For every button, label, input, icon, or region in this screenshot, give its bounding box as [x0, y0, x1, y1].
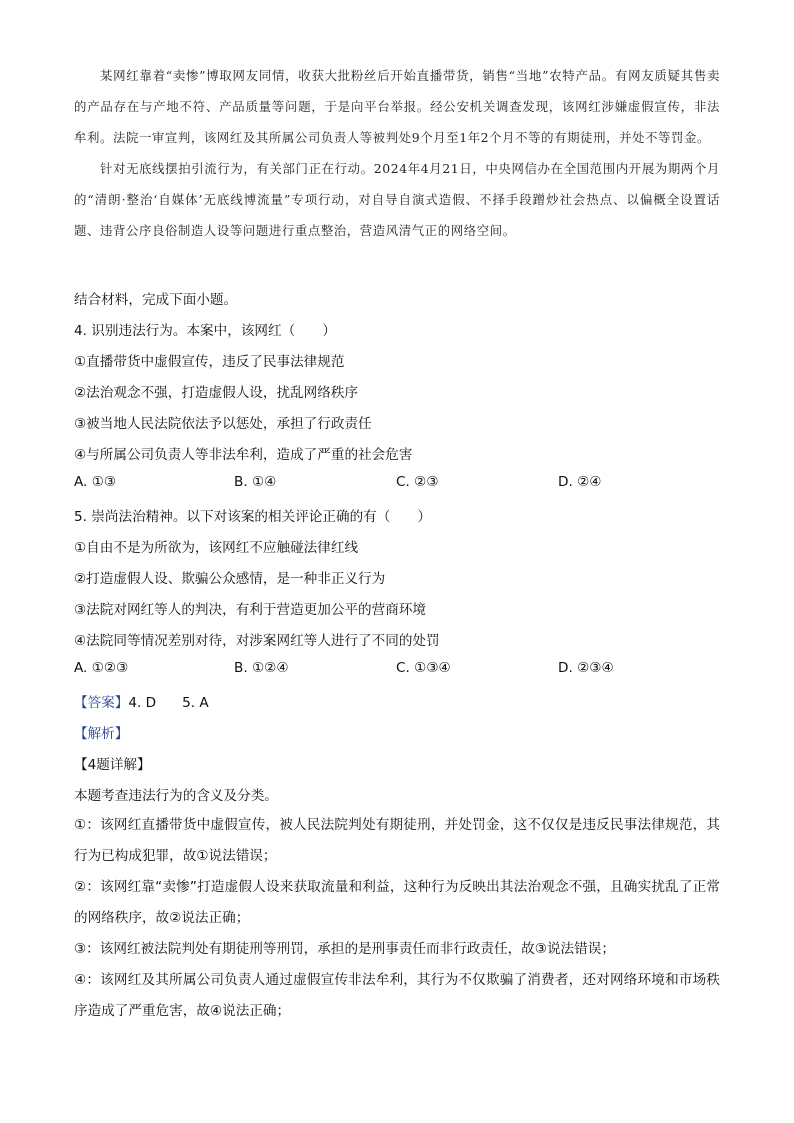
question-4-option-d: D. ②④ — [558, 474, 602, 490]
analysis-point-4: ④：该网红及其所属公司负责人通过虚假宣传非法牟利，其行为不仅欺骗了消费者，还对网络环境和市场秩序造成了严重危害，故④说法正确； — [74, 972, 720, 1019]
question-5-option-b: B. ①②④ — [234, 660, 289, 676]
material-block — [74, 60, 720, 246]
analysis-point-3: ③：该网红被法院判处有期徒刑等刑罚，承担的是刑事责任而非行政责任，故③说法错误； — [74, 941, 615, 957]
analysis-intro: 本题考查违法行为的含义及分类。 — [74, 788, 278, 804]
question-5-option-c: C. ①③④ — [396, 660, 451, 676]
question-4-option-c: C. ②③ — [396, 474, 439, 490]
answer-5: 5. A — [182, 695, 209, 711]
question-4-item-4: ④与所属公司负责人等非法牟利，造成了严重的社会危害 — [74, 447, 413, 463]
analysis-tag: 【解析】 — [74, 726, 129, 742]
answer-4: 4. D — [128, 695, 157, 711]
question-4-item-3: ③被当地人民法院依法予以惩处，承担了行政责任 — [74, 416, 372, 432]
answer-line — [74, 691, 209, 711]
question-4-item-2: ②法治观念不强，打造虚假人设，扰乱网络秩序 — [74, 385, 359, 401]
question-4-options — [74, 474, 720, 494]
material-paragraph-2: 针对无底线摆拍引流行为，有关部门正在行动。2024年4月21日，中央网信办在全国范围内开展为期两个月的“清朗·整治‘自媒体’无底线博流量”专项行动，对自导自演式造假、不择手段蹭炒社会热点、以偏概全设置话题、违背公序良俗制造人设等问题进行重点整治，营造风清气正的网络空间。 — [74, 161, 720, 238]
material-paragraph-1: 某网红靠着“卖惨”博取网友同情，收获大批粉丝后开始直播带货，销售“当地”农特产品。有网友质疑其售卖的产品存在与产地不符、产品质量等问题，于是向平台举报。经公安机关调查发现，该网红涉嫌虚假宣传，非法牟利。法院一审宣判，该网红及其所属公司负责人等被判处9个月至1年2个月不等的有期徒刑，并处不等罚金。 — [74, 68, 720, 145]
analysis-point-2: ②：该网红靠“卖惨”打造虚假人设来获取流量和利益，这种行为反映出其法治观念不强，且确实扰乱了正常的网络秩序，故②说法正确； — [74, 879, 720, 926]
question-4-item-1: ①直播带货中虚假宣传，违反了民事法律规范 — [74, 354, 345, 370]
question-5-option-a: A. ①②③ — [74, 660, 129, 676]
instruction-text: 结合材料，完成下面小题。 — [74, 292, 238, 308]
question-5-item-2: ②打造虚假人设、欺骗公众感情，是一种非正义行为 — [74, 571, 386, 587]
question-4-stem: 4. 识别违法行为。本案中，该网红（ ） — [74, 323, 336, 339]
analysis-point-1: ①：该网红直播带货中虚假宣传，被人民法院判处有期徒刑，并处罚金，这不仅仅是违反民事法律规范，其行为已构成犯罪，故①说法错误； — [74, 817, 720, 864]
answer-tag: 【答案】 — [74, 695, 129, 711]
question-5-item-3: ③法院对网红等人的判决，有利于营造更加公平的营商环境 — [74, 602, 427, 618]
question-5-item-4: ④法院同等情况差别对待，对涉案网红等人进行了不同的处罚 — [74, 633, 440, 649]
question-5-options — [74, 660, 720, 680]
question-5-option-d: D. ②③④ — [558, 660, 614, 676]
question-4-option-b: B. ①④ — [234, 474, 277, 490]
question-5-stem: 5. 崇尚法治精神。以下对该案的相关评论正确的有（ ） — [74, 509, 432, 525]
analysis-detail-tag: 【4题详解】 — [74, 757, 151, 773]
question-4-option-a: A. ①③ — [74, 474, 117, 490]
question-5-item-1: ①自由不是为所欲为，该网红不应触碰法律红线 — [74, 540, 359, 556]
